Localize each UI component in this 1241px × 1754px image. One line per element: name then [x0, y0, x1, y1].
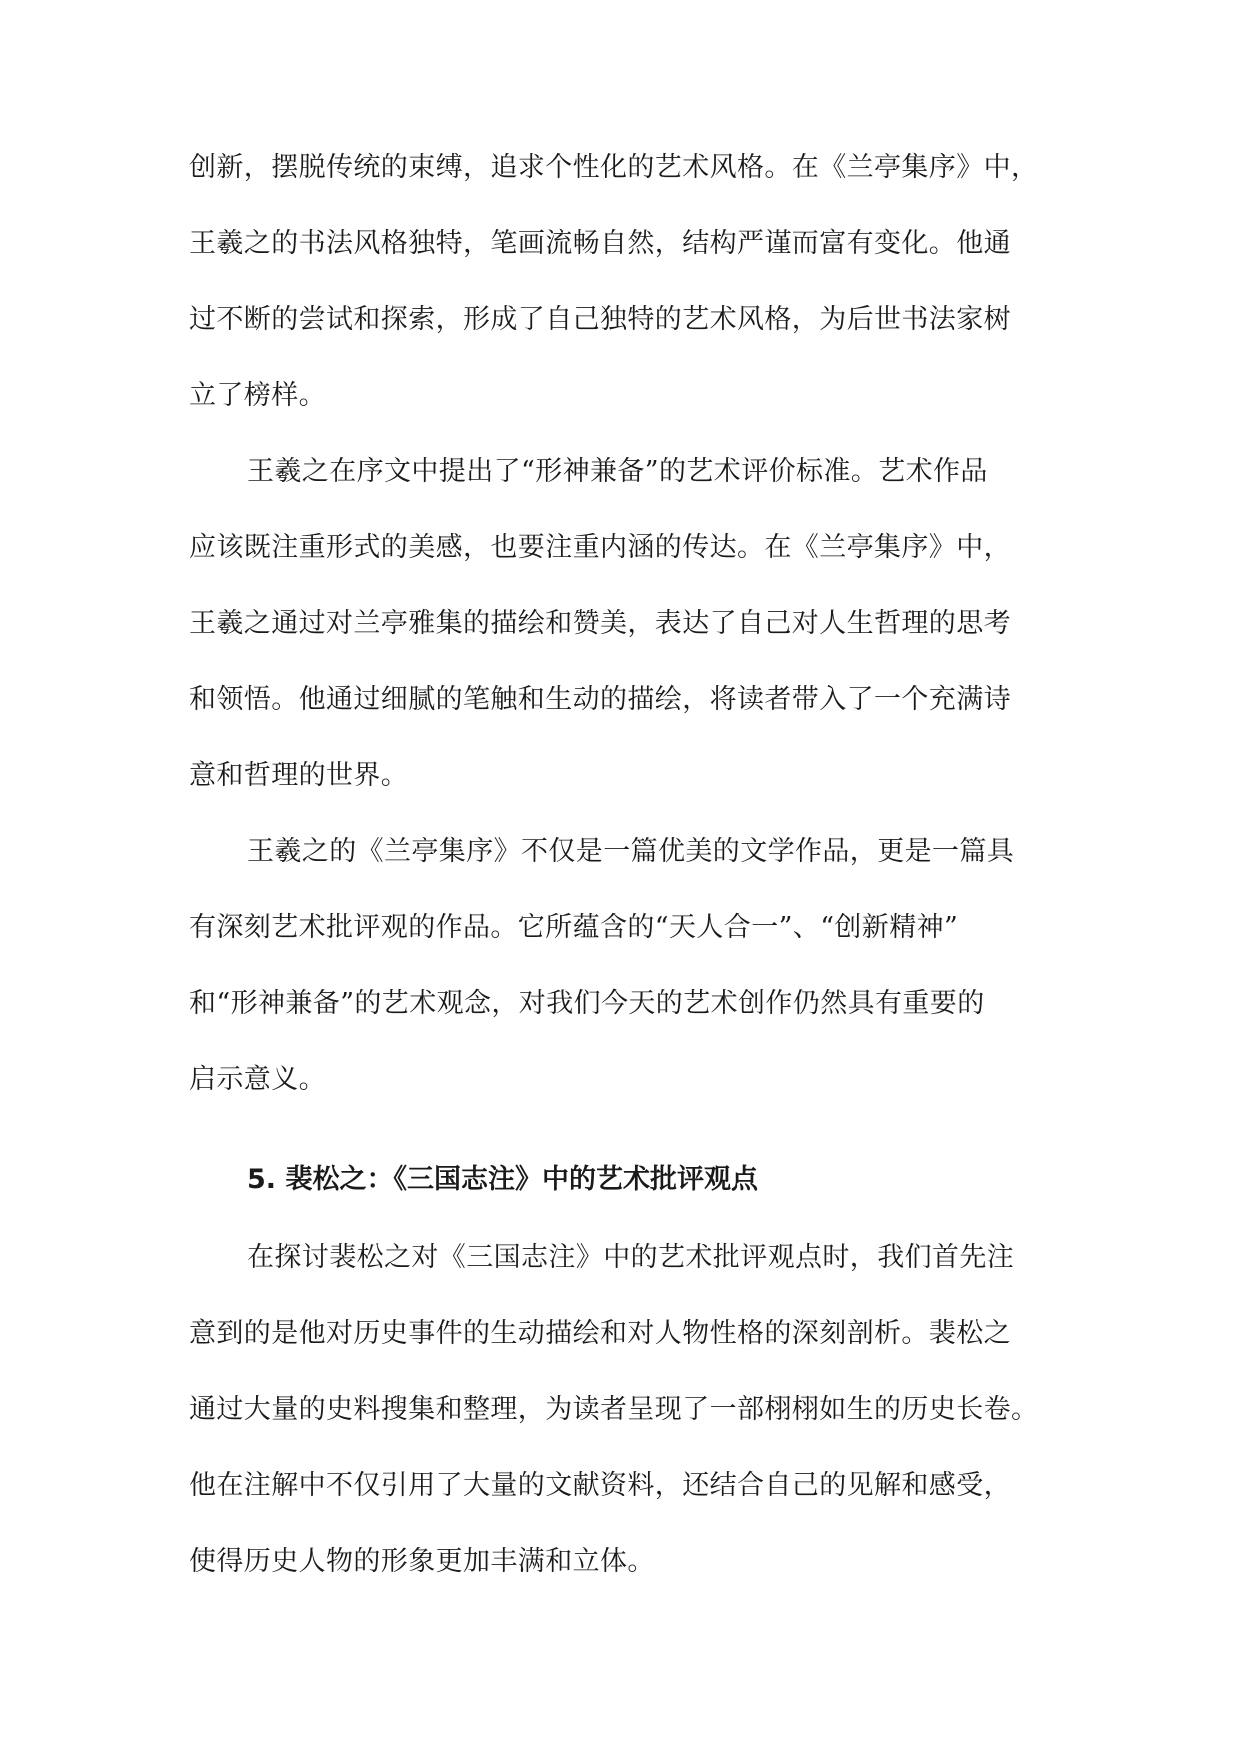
paragraph-3-line-2: 有深刻艺术批评观的作品。它所蕴含的“天人合一”、“创新精神”	[189, 912, 959, 943]
paragraph-2-line-2: 应该既注重形式的美感，也要注重内涵的传达。在《兰亭集序》中，	[189, 532, 1011, 563]
paragraph-2-line-1: 王羲之在序文中提出了“形神兼备”的艺术评价标准。艺术作品	[247, 456, 988, 487]
paragraph-1-line-3: 过不断的尝试和探索，形成了自己独特的艺术风格，为后世书法家树	[189, 304, 1011, 335]
section-paragraph-line-1: 在探讨裴松之对《三国志注》中的艺术批评观点时，我们首先注	[247, 1242, 1015, 1273]
paragraph-3-line-4: 启示意义。	[189, 1064, 326, 1095]
section-paragraph-line-3: 通过大量的史料搜集和整理，为读者呈现了一部栩栩如生的历史长卷。	[189, 1394, 1039, 1425]
paragraph-3-line-1: 王羲之的《兰亭集序》不仅是一篇优美的文学作品，更是一篇具	[247, 836, 1015, 867]
paragraph-1-line-2: 王羲之的书法风格独特，笔画流畅自然，结构严谨而富有变化。他通	[189, 228, 1011, 259]
paragraph-1-line-4: 立了榜样。	[189, 380, 326, 411]
paragraph-3-line-3: 和“形神兼备”的艺术观念，对我们今天的艺术创作仍然具有重要的	[189, 988, 985, 1019]
section-paragraph-line-4: 他在注解中不仅引用了大量的文献资料，还结合自己的见解和感受，	[189, 1470, 1011, 1501]
paragraph-2-line-5: 意和哲理的世界。	[189, 760, 409, 791]
paragraph-1-line-1: 创新，摆脱传统的束缚，追求个性化的艺术风格。在《兰亭集序》中，	[189, 152, 1039, 183]
section-heading: 5. 裴松之：《三国志注》中的艺术批评观点	[247, 1164, 758, 1195]
paragraph-2-line-3: 王羲之通过对兰亭雅集的描绘和赞美，表达了自己对人生哲理的思考	[189, 608, 1011, 639]
paragraph-2-line-4: 和领悟。他通过细腻的笔触和生动的描绘，将读者带入了一个充满诗	[189, 684, 1011, 715]
section-paragraph-line-2: 意到的是他对历史事件的生动描绘和对人物性格的深刻剖析。裴松之	[189, 1318, 1011, 1349]
section-paragraph-line-5: 使得历史人物的形象更加丰满和立体。	[189, 1546, 655, 1577]
